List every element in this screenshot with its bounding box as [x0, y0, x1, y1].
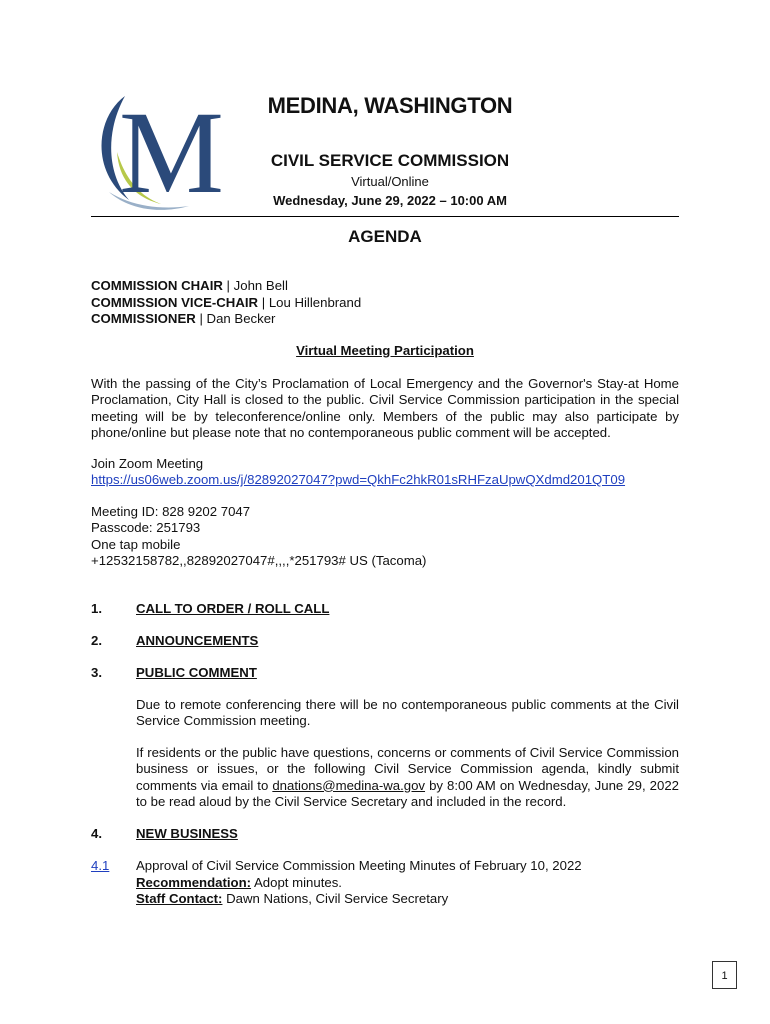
one-tap-label: One tap mobile	[91, 537, 181, 552]
meeting-mode: Virtual/Online	[351, 174, 429, 189]
section-number: 4.	[91, 826, 102, 841]
page-number: 1	[712, 961, 737, 989]
agenda-item	[136, 858, 582, 908]
section-number: 3.	[91, 665, 102, 680]
item-number-link[interactable]: 4.1	[91, 858, 110, 873]
roster-commissioner: COMMISSIONER | Dan Becker	[91, 311, 276, 326]
section-number: 1.	[91, 601, 102, 616]
participation-heading: Virtual Meeting Participation	[296, 343, 474, 358]
zoom-link[interactable]: https://us06web.zoom.us/j/82892027047?pwd=QkhFc2hkR01sRHFzaUpwQXdmd201QT09	[91, 472, 626, 487]
passcode: Passcode: 251793	[91, 520, 201, 535]
section-public-comment: PUBLIC COMMENT	[136, 665, 257, 680]
roster-name: Dan Becker	[206, 311, 276, 326]
phone-number: +12532158782,,82892027047#,,,,*251793# US (Tacoma)	[91, 553, 427, 568]
section-call-to-order: CALL TO ORDER / ROLL CALL	[136, 601, 330, 616]
public-comment-p2: If residents or the public have questions, concerns or comments of Civil Service Commission business or issues, or the following Civil Service Commission agenda, kindly submit comments via email to dnations@medina-wa.gov by 8:00 AM on Wednesday, June 29, 2022 to be read aloud by the Civil Service Secretary and included in the record.	[136, 745, 679, 809]
meeting-id: Meeting ID: 828 9202 7047	[91, 504, 251, 519]
participation-text: With the passing of the City’s Proclamation of Local Emergency and the Governor's Stay-at Home Proclamation, City Hall is closed to the public. Civil Service Commission participation in the special meeting will be by teleconference/online only. Members of the public may also participate by phone/online but please note that no contemporaneous public comment will be accepted.	[91, 376, 679, 440]
medina-m-logo-icon	[89, 92, 229, 214]
roster-chair: COMMISSION CHAIR | John Bell	[91, 278, 288, 293]
item-recommendation: Recommendation: Adopt minutes.	[136, 874, 342, 890]
zoom-label: Join Zoom Meeting	[91, 456, 204, 471]
roster-role: COMMISSION VICE-CHAIR	[91, 295, 259, 310]
medina-logo	[89, 92, 229, 214]
section-new-business: NEW BUSINESS	[136, 826, 238, 841]
section-announcements: ANNOUNCEMENTS	[136, 633, 259, 648]
email-link[interactable]: dnations@medina-wa.gov	[272, 777, 426, 793]
roster-role: COMMISSION CHAIR	[91, 278, 223, 293]
roster-name: John Bell	[233, 278, 288, 293]
roster-name: Lou Hillenbrand	[268, 295, 362, 310]
roster-vice-chair: COMMISSION VICE-CHAIR | Lou Hillenbrand	[91, 295, 362, 310]
public-comment-p1: Due to remote conferencing there will be no contemporaneous public comments at the Civil Service Commission meeting.	[136, 697, 679, 729]
header-divider	[91, 216, 679, 217]
svg-text:M: M	[119, 92, 224, 214]
agenda-heading: AGENDA	[348, 227, 422, 246]
roster-role: COMMISSIONER	[91, 311, 196, 326]
commission-title: CIVIL SERVICE COMMISSION	[270, 151, 510, 170]
item-title: Approval of Civil Service Commission Meeting Minutes of February 10, 2022	[136, 858, 582, 873]
section-number: 2.	[91, 633, 102, 648]
city-title: MEDINA, WASHINGTON	[267, 93, 513, 118]
meeting-datetime: Wednesday, June 29, 2022 – 10:00 AM	[273, 193, 507, 208]
item-staff-contact: Staff Contact: Dawn Nations, Civil Service Secretary	[136, 891, 449, 906]
